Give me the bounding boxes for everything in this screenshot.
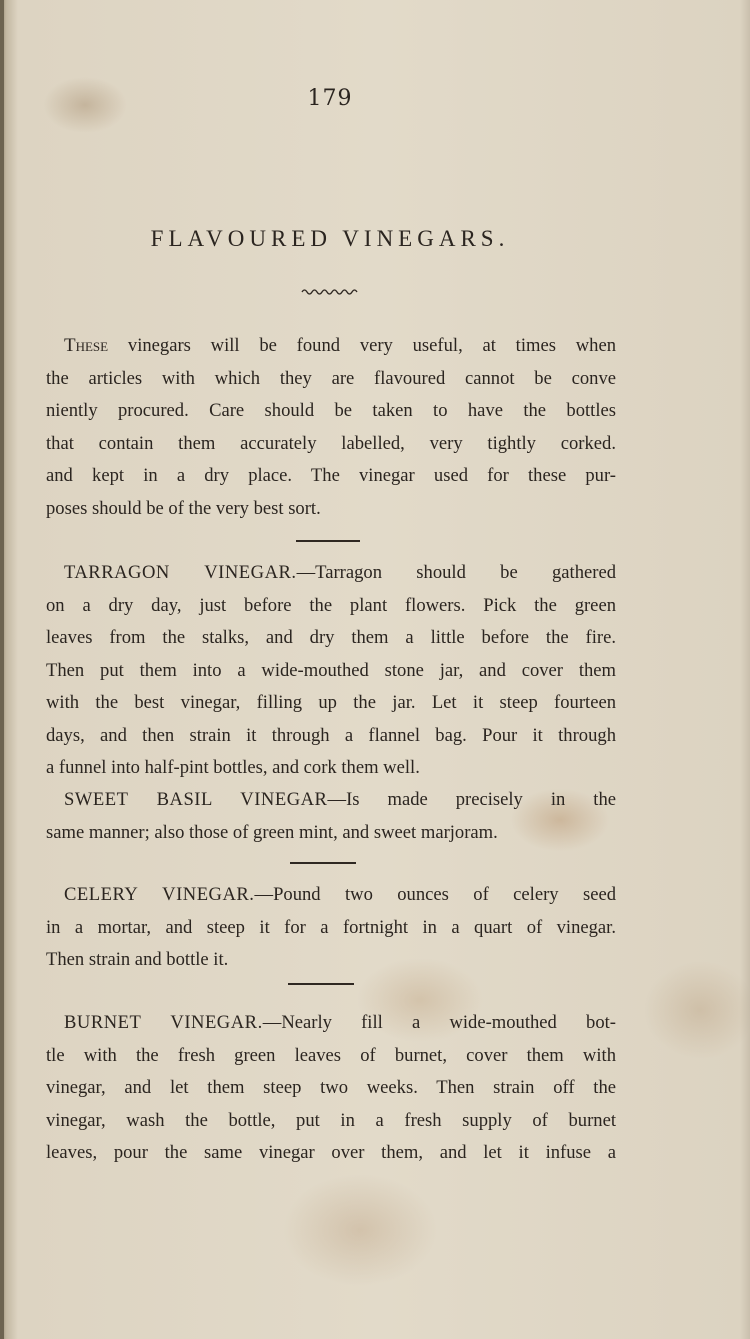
section-divider: [290, 862, 356, 864]
text-line: TARRAGON VINEGAR.—Tarragon should be gathered: [64, 562, 616, 583]
text-line: vinegar, wash the bottle, put in a fresh supply of burnet: [46, 1109, 616, 1131]
chapter-title: FLAVOURED VINEGARS.: [150, 226, 510, 251]
text-line: poses should be of the very best sort.: [46, 497, 321, 519]
recipe-heading: BURNET VINEGAR.: [64, 1012, 263, 1033]
page-spine-edge: [0, 0, 4, 1339]
section-divider: [288, 983, 354, 985]
sweet-basil-vinegar-recipe: [46, 784, 616, 849]
text-line: same manner; also those of green mint, and sweet marjoram.: [46, 821, 498, 843]
text-line: These vinegars will be found very useful, at times when: [64, 335, 616, 356]
text-line: days, and then strain it through a flannel bag. Pour it through: [46, 724, 616, 746]
text-line: Then put them into a wide-mouthed stone jar, and cover them: [46, 659, 616, 681]
section-divider: [296, 540, 360, 542]
text-line: with the best vinegar, filling up the jar. Let it steep fourteen: [46, 692, 616, 713]
text-line: SWEET BASIL VINEGAR—Is made precisely in the: [64, 789, 616, 810]
wave-ornament-icon: [300, 286, 360, 296]
text-line: the articles with which they are flavoured cannot be conve: [46, 367, 616, 389]
tarragon-vinegar-recipe: [46, 557, 616, 785]
text-line: leaves, pour the same vinegar over them, and let it infuse a: [46, 1142, 616, 1163]
recipe-heading: CELERY VINEGAR.: [64, 884, 255, 905]
celery-vinegar-recipe: [46, 879, 616, 977]
text-line: niently procured. Care should be taken to have the bottles: [46, 400, 616, 421]
page-number: 179: [307, 86, 353, 111]
text-line: that contain them accurately labelled, very tightly corked.: [46, 432, 616, 454]
burnet-vinegar-recipe: [46, 1007, 616, 1170]
text-line: Then strain and bottle it.: [46, 949, 229, 970]
recipe-heading: SWEET BASIL VINEGAR: [64, 789, 328, 810]
intro-lead-word: These: [64, 335, 109, 356]
text-line: tle with the fresh green leaves of burnet, cover them with: [46, 1044, 616, 1066]
intro-paragraph: [46, 330, 616, 525]
text-line: on a dry day, just before the plant flowers. Pick the green: [46, 594, 616, 616]
text-line: BURNET VINEGAR.—Nearly fill a wide-mouthed bot-: [64, 1012, 616, 1033]
text-line: CELERY VINEGAR.—Pound two ounces of celery seed: [64, 884, 616, 905]
text-line: a funnel into half-pint bottles, and cork them well.: [46, 757, 420, 778]
text-line: and kept in a dry place. The vinegar used for these pur-: [46, 465, 616, 486]
text-line: leaves from the stalks, and dry them a little before the fire.: [46, 627, 616, 648]
recipe-heading: TARRAGON VINEGAR.: [64, 562, 297, 583]
text-line: vinegar, and let them steep two weeks. Then strain off the: [46, 1077, 616, 1098]
text-line: in a mortar, and steep it for a fortnight in a quart of vinegar.: [46, 916, 616, 938]
